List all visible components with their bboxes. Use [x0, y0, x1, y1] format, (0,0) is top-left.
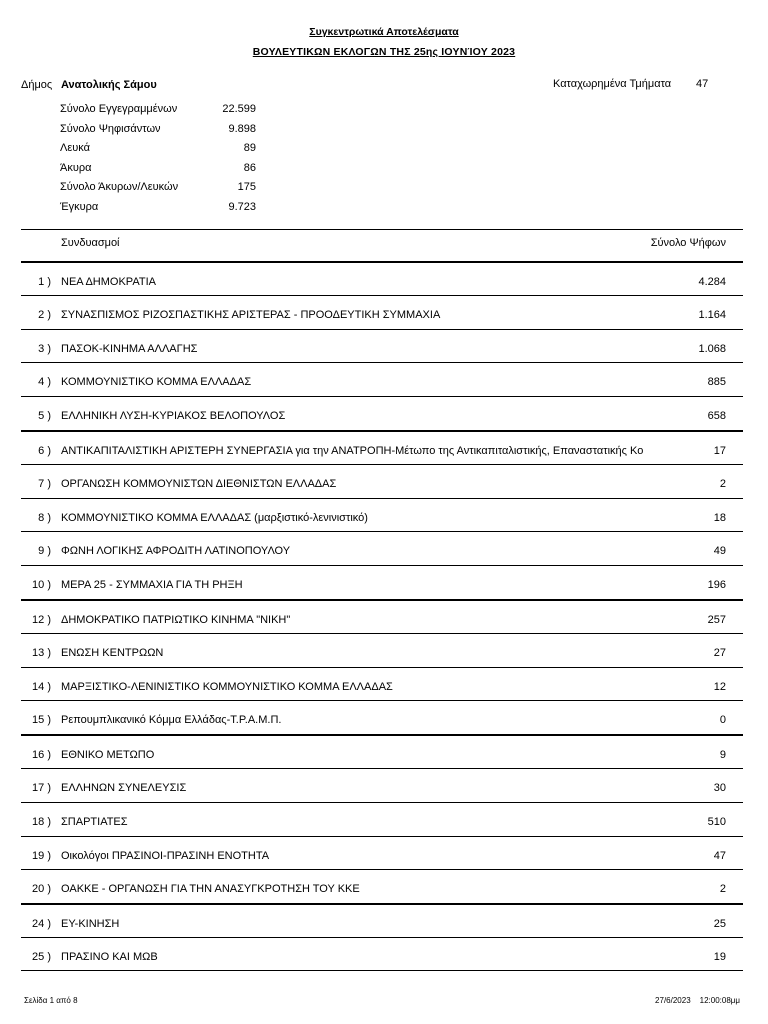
row-number: 9 ) — [38, 545, 51, 558]
row-number: 7 ) — [38, 477, 51, 490]
vote-count: 2 — [719, 883, 726, 896]
row-number: 4 ) — [38, 376, 51, 389]
party-name: ΜΑΡΞΙΣΤΙΚΟ-ΛΕΝΙΝΙΣΤΙΚΟ ΚΟΜΜΟΥΝΙΣΤΙΚΟ ΚΟΜΜΑ ΕΛΛΑΔΑΣ — [61, 680, 393, 693]
row-number: 17 ) — [32, 781, 51, 794]
row-number: 3 ) — [38, 342, 51, 355]
party-name: ΕΝΩΣΗ ΚΕΝΤΡΩΩΝ — [61, 646, 164, 659]
stat-value: 22.599 — [222, 103, 256, 115]
vote-count: 2 — [719, 477, 726, 490]
vote-count: 510 — [707, 815, 726, 828]
stat-value: 86 — [243, 161, 256, 174]
party-name: ΕΥ-ΚΙΝΗΣΗ — [61, 918, 120, 931]
row-number: 24 ) — [32, 918, 51, 931]
table-row — [21, 295, 743, 329]
table-row — [21, 464, 743, 498]
vote-count: 27 — [713, 646, 726, 659]
vote-count: 30 — [713, 781, 726, 794]
column-header-parties: Συνδυασμοί — [61, 237, 120, 249]
vote-count: 19 — [713, 950, 726, 963]
stat-label: Σύνολο Ψηφισάντων — [60, 122, 161, 135]
report-title: Συγκεντρωτικά Αποτελέσματα — [309, 26, 459, 38]
print-time: 12:00:08μμ — [699, 996, 740, 1005]
stat-value: 175 — [237, 181, 256, 194]
vote-count: 257 — [707, 613, 726, 626]
print-timestamp — [646, 996, 740, 1005]
party-name: ΠΑΣΟΚ-ΚΙΝΗΜΑ ΑΛΛΑΓΗΣ — [61, 342, 198, 355]
row-number: 10 ) — [32, 579, 51, 592]
print-date: 27/6/2023 — [655, 996, 691, 1005]
report-subtitle: ΒΟΥΛΕΥΤΙΚΩΝ ΕΚΛΟΓΩΝ ΤΗΣ 25ης ΙΟΥΝΊΟΥ 2023 — [252, 46, 516, 58]
party-name: ΕΛΛΗΝΙΚΗ ΛΥΣΗ-ΚΥΡΙΑΚΟΣ ΒΕΛΟΠΟΥΛΟΣ — [61, 410, 286, 423]
table-row — [21, 903, 743, 937]
party-name: ΣΥΝΑΣΠΙΣΜΟΣ ΡΙΖΟΣΠΑΣΤΙΚΗΣ ΑΡΙΣΤΕΡΑΣ - ΠΡΟΟΔΕΥΤΙΚΗ ΣΥΜΜΑΧΙΑ — [61, 308, 441, 321]
results-table — [21, 261, 743, 971]
row-number: 25 ) — [32, 950, 51, 963]
stat-label: Άκυρα — [60, 161, 92, 174]
stat-row-valid — [60, 198, 260, 218]
vote-count: 12 — [713, 680, 726, 693]
party-name: ΚΟΜΜΟΥΝΙΣΤΙΚΟ ΚΟΜΜΑ ΕΛΛΑΔΑΣ (μαρξιστικό-λενινιστικό) — [61, 511, 368, 524]
party-name: ΚΟΜΜΟΥΝΙΣΤΙΚΟ ΚΟΜΜΑ ΕΛΛΑΔΑΣ — [61, 376, 252, 389]
vote-count: 47 — [713, 849, 726, 862]
party-name: ΝΕΑ ΔΗΜΟΚΡΑΤΙΑ — [61, 276, 156, 288]
vote-count: 25 — [713, 918, 726, 931]
stat-label: Έγκυρα — [60, 200, 99, 213]
table-row — [21, 802, 743, 836]
stat-row-invalid-blank-total — [60, 178, 260, 198]
stats-summary — [60, 100, 260, 218]
table-row — [21, 768, 743, 802]
vote-count: 4.284 — [698, 276, 726, 288]
row-number: 14 ) — [32, 680, 51, 693]
party-name: ΣΠΑΡΤΙΑΤΕΣ — [61, 815, 128, 828]
table-row — [21, 362, 743, 396]
row-number: 18 ) — [32, 815, 51, 828]
stat-row-voted — [60, 120, 260, 140]
table-row — [21, 937, 743, 971]
row-number: 20 ) — [32, 883, 51, 896]
table-row — [21, 734, 743, 768]
stat-value: 9.898 — [228, 122, 256, 135]
party-name: ΑΝΤΙΚΑΠΙΤΑΛΙΣΤΙΚΗ ΑΡΙΣΤΕΡΗ ΣΥΝΕΡΓΑΣΙΑ για την ΑΝΑΤΡΟΠΗ-Μέτωπο της Αντικαπιταλιστικής, Επαναστατικής Κο — [61, 444, 644, 457]
municipality-label: Δήμος — [21, 79, 53, 91]
row-number: 6 ) — [38, 444, 51, 457]
party-name: ΠΡΑΣΙΝΟ ΚΑΙ ΜΩΒ — [61, 950, 158, 963]
row-number: 15 ) — [32, 714, 51, 727]
vote-count: 49 — [713, 545, 726, 558]
sections-value: 47 — [696, 78, 709, 90]
stat-label: Σύνολο Εγγεγραμμένων — [60, 103, 178, 115]
table-row — [21, 633, 743, 667]
table-header-divider — [21, 229, 743, 230]
table-row — [21, 430, 743, 464]
vote-count: 17 — [713, 444, 726, 457]
row-number: 1 ) — [38, 276, 51, 288]
stat-value: 9.723 — [228, 200, 256, 213]
table-row — [21, 836, 743, 870]
party-name: ΜΕΡΑ 25 - ΣΥΜΜΑΧΙΑ ΓΙΑ ΤΗ ΡΗΞΗ — [61, 579, 243, 592]
party-name: ΟΑΚΚΕ - ΟΡΓΑΝΩΣΗ ΓΙΑ ΤΗΝ ΑΝΑΣΥΓΚΡΟΤΗΣΗ ΤΟΥ ΚΚΕ — [61, 883, 360, 896]
table-row — [21, 329, 743, 363]
vote-count: 885 — [707, 376, 726, 389]
party-name: ΟΡΓΑΝΩΣΗ ΚΟΜΜΟΥΝΙΣΤΩΝ ΔΙΕΘΝΙΣΤΩΝ ΕΛΛΑΔΑΣ — [61, 477, 337, 490]
row-number: 2 ) — [38, 308, 51, 321]
stat-row-blank — [60, 139, 260, 159]
row-number: 5 ) — [38, 410, 51, 423]
table-row — [21, 531, 743, 565]
stat-label: Σύνολο Άκυρων/Λευκών — [60, 181, 179, 194]
vote-count: 1.068 — [698, 342, 726, 355]
stat-row-registered — [60, 100, 260, 120]
table-row — [21, 869, 743, 903]
party-name: Ρεπουμπλικανικό Κόμμα Ελλάδας-Τ.Ρ.Α.Μ.Π. — [61, 714, 282, 727]
row-number: 8 ) — [38, 511, 51, 524]
sections-label: Καταχωρημένα Τμήματα — [553, 78, 672, 90]
party-name: ΦΩΝΗ ΛΟΓΙΚΗΣ ΑΦΡΟΔΙΤΗ ΛΑΤΙΝΟΠΟΥΛΟΥ — [61, 545, 291, 558]
row-number: 19 ) — [32, 849, 51, 862]
party-name: ΕΛΛΗΝΩΝ ΣΥΝΕΛΕΥΣΙΣ — [61, 781, 187, 794]
municipality-name: Ανατολικής Σάμου — [61, 79, 157, 91]
table-row — [21, 396, 743, 430]
table-row — [21, 667, 743, 701]
party-name: ΔΗΜΟΚΡΑΤΙΚΟ ΠΑΤΡΙΩΤΙΚΟ ΚΙΝΗΜΑ "ΝΙΚΗ" — [61, 613, 291, 626]
vote-count: 1.164 — [698, 308, 726, 321]
table-row — [21, 498, 743, 532]
row-number: 12 ) — [32, 613, 51, 626]
vote-count: 9 — [719, 749, 726, 762]
stat-label: Λευκά — [60, 142, 90, 155]
page-indicator: Σελίδα 1 από 8 — [24, 996, 78, 1005]
row-number: 16 ) — [32, 749, 51, 762]
table-row — [21, 565, 743, 599]
vote-count: 0 — [719, 714, 726, 727]
table-row — [21, 599, 743, 633]
table-row — [21, 700, 743, 734]
row-number: 13 ) — [32, 646, 51, 659]
party-name: Οικολόγοι ΠΡΑΣΙΝΟΙ-ΠΡΑΣΙΝΗ ΕΝΟΤΗΤΑ — [61, 849, 270, 862]
column-header-votes: Σύνολο Ψήφων — [650, 237, 726, 249]
vote-count: 196 — [707, 579, 726, 592]
stat-value: 89 — [243, 142, 256, 155]
stat-row-invalid — [60, 159, 260, 179]
party-name: ΕΘΝΙΚΟ ΜΕΤΩΠΟ — [61, 749, 155, 762]
vote-count: 658 — [707, 410, 726, 423]
vote-count: 18 — [713, 511, 726, 524]
table-row — [21, 261, 743, 295]
